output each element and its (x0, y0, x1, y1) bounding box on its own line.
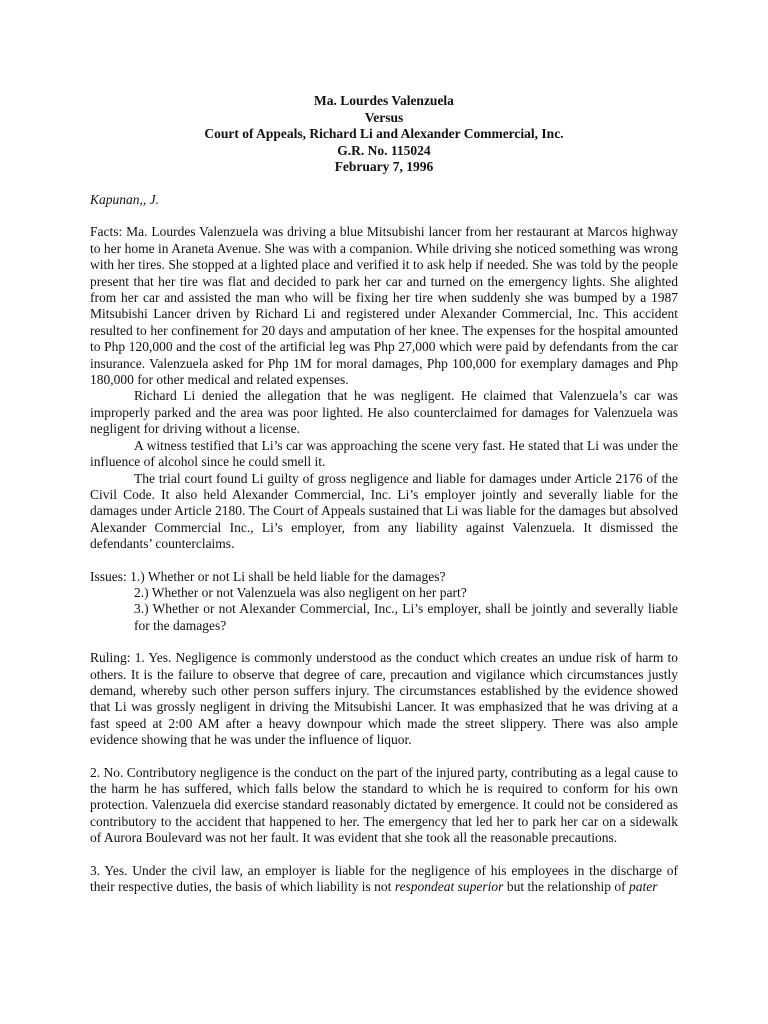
ruling-1: Ruling: 1. Yes. Negligence is commonly understood as the conduct which creates an undue risk of harm to others. It is the failure to observe that degree of care, precaution and vigilance which circumstances justly demand, whereby such other person suffers injury. The circumstances established by the evidence showed that Li was grossly negligent in driving the Mitsubishi Lancer. It was emphasized that he was driving at a fast speed at 2:00 AM after a heavy downpour which made the street slippery. There was also ample evidence showing that he was under the influence of liquor. (90, 650, 678, 748)
facts-paragraph-3: A witness testified that Li’s car was approaching the scene very fast. He stated that Li was under the influence of alcohol since he could smell it. (90, 437, 678, 470)
versus-label: Versus (364, 109, 404, 125)
issue-2: 2.) Whether or not Valenzuela was also negligent on her part? (134, 584, 467, 600)
facts-paragraph-1: Facts: Ma. Lourdes Valenzuela was driving a blue Mitsubishi lancer from her restaurant at Marcos highway to her home in Araneta Avenue. She was with a companion. While driving she noticed something was wrong with her tires. She stopped at a lighted place and verified it to ask help if needed. She was told by the people present that her tire was flat and decided to park her car and turned on the emergency lights. She alighted from her car and assisted the man who will be fixing her tire when suddenly she was bumped by a 1987 Mitsubishi Lancer driven by Richard Li and registered under Alexander Commercial, Inc. This accident resulted to her confinement for 20 days and amputation of her knee. The expenses for the hospital amounted to Php 120,000 and the cost of the artificial leg was Php 27,000 which were paid by defendants from the car insurance. Valenzuela asked for Php 1M for moral damages, Php 100,000 for exemplary damages and Php 180,000 for other medical and related expenses. (90, 224, 678, 388)
case-number: G.R. No. 115024 (337, 142, 431, 158)
ruling-3-italic-term-1: respondeat superior (394, 879, 504, 895)
ruling-2: 2. No. Contributory negligence is the conduct on the part of the injured party, contributing as a legal cause to the harm he has suffered, which falls below the standard to which he is required to conform for his own protection. Valenzuela did exercise standard reasonably dictated by emergence. It could not be considered as contributory to the accident that happened to her. The emergency that led her to park her car on a sidewalk of Aurora Boulevard was not her fault. It was evident that she took all the reasonable precautions. (90, 764, 678, 846)
ruling-3-italic-term-2: pater (629, 879, 658, 895)
ruling-3 (90, 863, 678, 896)
facts-paragraph-4: The trial court found Li guilty of gross negligence and liable for damages under Article 2176 of the Civil Code. It also held Alexander Commercial, Inc. Li’s employer jointly and severally liable for the damages under Article 2180. The Court of Appeals sustained that Li was liable for the damages but absolved Alexander Commercial Inc., Li’s employer, from any liability against Valenzuela. It dismissed the defendants’ counterclaims. (90, 470, 678, 552)
facts-paragraph-2: Richard Li denied the allegation that he was negligent. He claimed that Valenzuela’s car was improperly parked and the area was poor lighted. He also counterclaimed for damages for Valenzuela was negligent for driving without a license. (90, 388, 678, 437)
ruling-3-text-start: 3. Yes. Under the civil law, an employer is liable for the negligence of his employees in the discharge of their respective duties, the basis of which liability is not (90, 862, 678, 895)
ruling-3-text-mid: but the relationship of (503, 879, 630, 895)
document-body (90, 192, 678, 895)
case-title-block (0, 93, 768, 176)
petitioner-name: Ma. Lourdes Valenzuela (314, 93, 454, 108)
ponente: Kapunan,, J. (90, 192, 159, 207)
respondents-names: Court of Appeals, Richard Li and Alexander Commercial, Inc. (204, 126, 564, 141)
issue-3: 3.) Whether or not Alexander Commercial, Inc., Li’s employer, shall be jointly and severally liable for the damages? (134, 601, 678, 633)
decision-date: February 7, 1996 (334, 159, 434, 174)
issue-1: Issues: 1.) Whether or not Li shall be held liable for the damages? (90, 568, 446, 584)
